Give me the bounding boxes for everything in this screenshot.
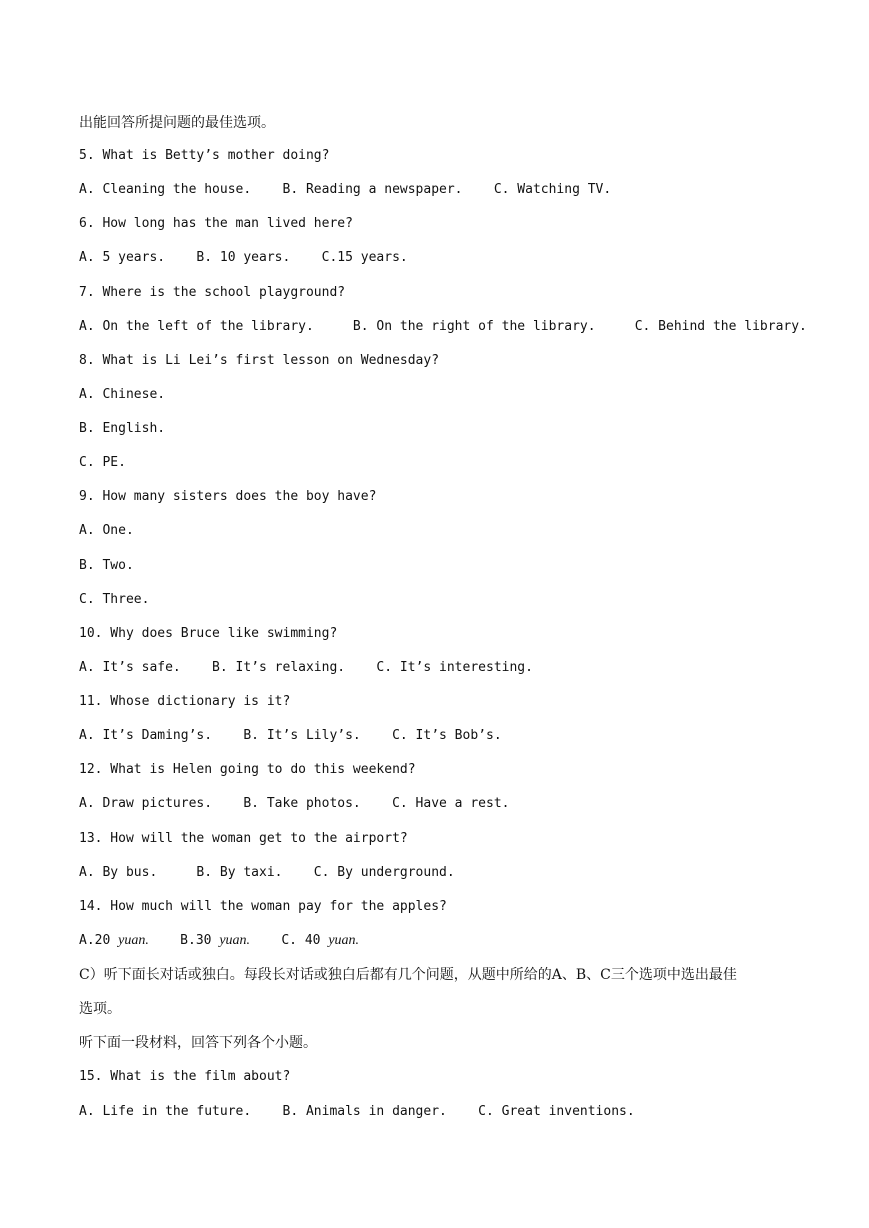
- question-11-options: A. It’s Daming’s. B. It’s Lily’s. C. It’s Bob’s.: [79, 728, 502, 743]
- question-12: 12. What is Helen going to do this weekend?: [79, 762, 416, 777]
- question-5-options: A. Cleaning the house. B. Reading a newspaper. C. Watching TV.: [79, 182, 612, 197]
- question-14: 14. How much will the woman pay for the apples?: [79, 899, 447, 914]
- question-8-option-c: C. PE.: [79, 455, 126, 470]
- option-c-amount: C. 40: [281, 933, 329, 948]
- question-6-options: A. 5 years. B. 10 years. C.15 years.: [79, 250, 408, 265]
- instruction-continuation: 出能回答所提问题的最佳选项。: [79, 115, 275, 131]
- option-b-unit: yuan.: [219, 933, 251, 948]
- question-9: 9. How many sisters does the boy have?: [79, 489, 377, 504]
- question-8-option-a: A. Chinese.: [79, 387, 166, 402]
- question-10: 10. Why does Bruce like swimming?: [79, 626, 338, 641]
- option-b-amount: B.30: [180, 933, 220, 948]
- question-9-option-c: C. Three.: [79, 592, 150, 607]
- question-15-options: A. Life in the future. B. Animals in danger. C. Great inventions.: [79, 1104, 635, 1119]
- option-c-unit: yuan.: [328, 933, 360, 948]
- question-14-options: [79, 932, 359, 950]
- material-instruction: 听下面一段材料，回答下列各个小题。: [79, 1035, 317, 1051]
- question-11: 11. Whose dictionary is it?: [79, 694, 291, 709]
- option-a-amount: A.20: [79, 933, 119, 948]
- question-12-options: A. Draw pictures. B. Take photos. C. Have a rest.: [79, 796, 510, 811]
- question-9-option-a: A. One.: [79, 523, 134, 538]
- question-8-option-b: B. English.: [79, 421, 166, 436]
- option-a-unit: yuan.: [118, 933, 149, 948]
- section-c-instruction: C）听下面长对话或独白。每段长对话或独白后都有几个问题，从题中所给的A、B、C三个选项中选出最佳: [79, 967, 737, 983]
- question-13-options: A. By bus. B. By taxi. C. By underground.: [79, 865, 455, 880]
- question-15: 15. What is the film about?: [79, 1069, 291, 1084]
- question-8: 8. What is Li Lei’s first lesson on Wednesday?: [79, 353, 440, 368]
- question-7-options: A. On the left of the library. B. On the right of the library. C. Behind the library.: [79, 319, 807, 334]
- question-10-options: A. It’s safe. B. It’s relaxing. C. It’s interesting.: [79, 660, 533, 675]
- question-6: 6. How long has the man lived here?: [79, 216, 353, 231]
- question-7: 7. Where is the school playground?: [79, 285, 346, 300]
- question-13: 13. How will the woman get to the airport?: [79, 831, 408, 846]
- question-5: 5. What is Betty’s mother doing?: [79, 148, 330, 163]
- section-c-instruction-cont: 选项。: [79, 1001, 121, 1017]
- question-9-option-b: B. Two.: [79, 558, 134, 573]
